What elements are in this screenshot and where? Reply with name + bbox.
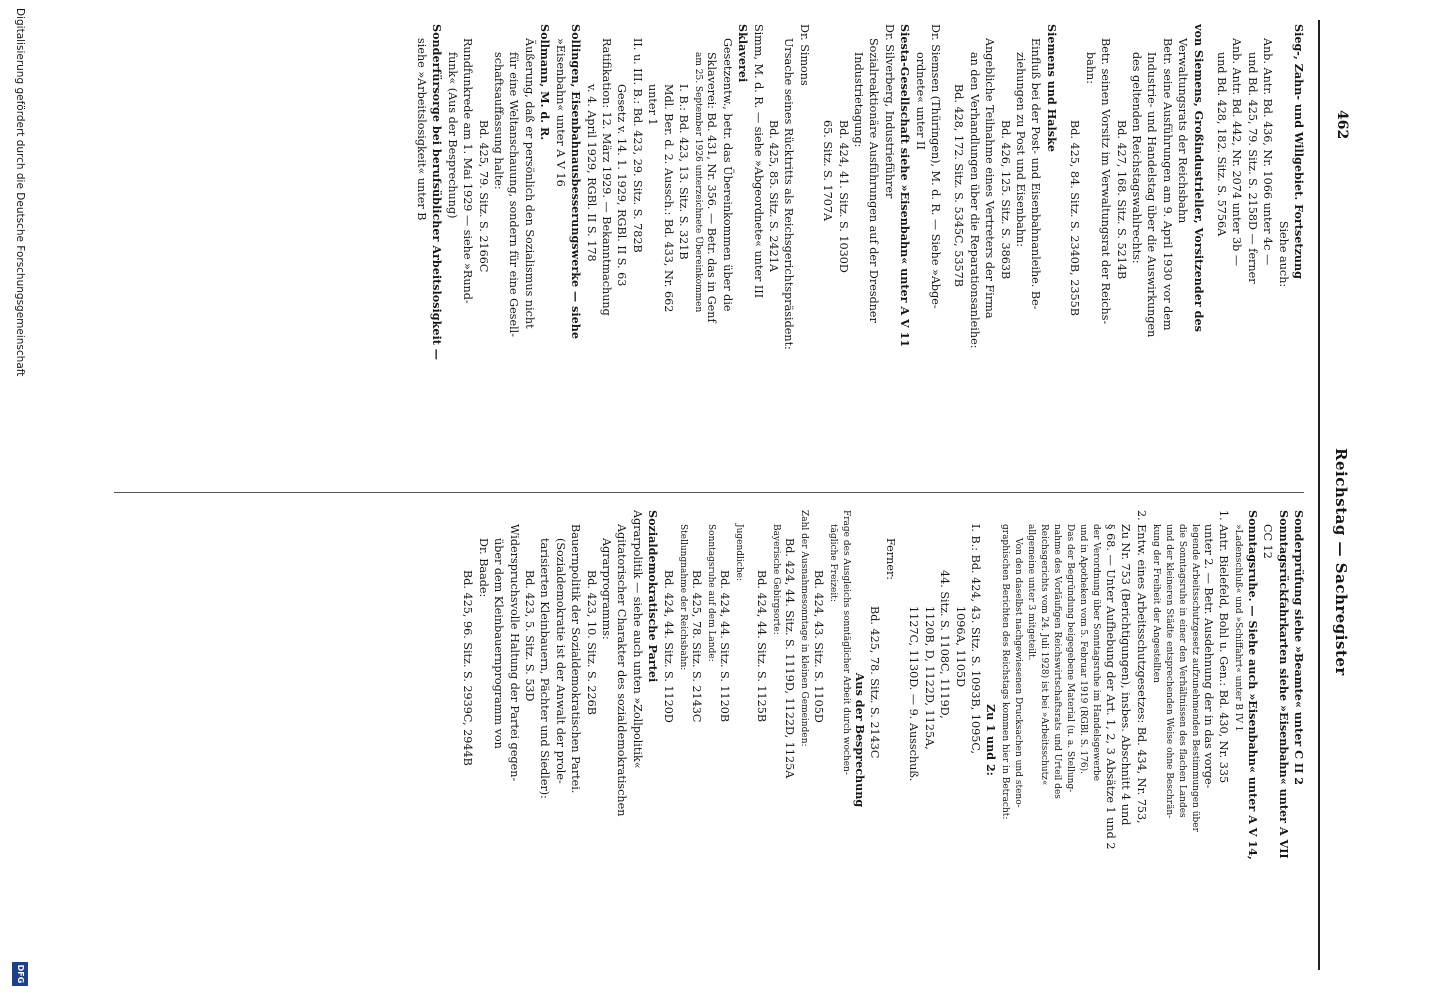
left-column	[414, 24, 1306, 484]
index-line: Ursache seines Rücktritts als Reichsgerichtspräsident:	[782, 38, 796, 350]
index-line: siehe »Arbeitslosigkeit« unter B	[415, 38, 429, 221]
spacer	[1206, 24, 1214, 484]
index-line: Bd. 426, 125. Sitz. S. 3863B	[998, 120, 1012, 280]
index-line: Industrietagung:	[852, 52, 866, 148]
index-line: Von den daselbst nachgewiesenen Drucksachen und steno-	[1013, 538, 1024, 808]
index-line: kung der Freiheit der Angestellten	[1150, 524, 1161, 683]
digitization-credit: Digitalisierung gefördert durch die Deutsche Forschungsgemeinschaft	[14, 8, 26, 377]
spacer	[943, 24, 951, 484]
index-line: Angebliche Teilnahme eines Vertreters der Firma	[983, 38, 997, 319]
index-line: Bd. 424, 44. Sitz. S. 1119D, 1122D, 1125A	[783, 538, 797, 779]
index-line: und Bd. 425, 79. Sitz. S. 2158D — ferner	[1245, 52, 1259, 284]
index-heading: Sollmann, M. d. R.	[538, 24, 553, 141]
index-line: des geltenden Reichstagswahlrechts:	[1129, 52, 1143, 264]
index-line: Bayerische Gebirgsorte:	[770, 524, 781, 635]
index-line: Agrarprogramms:	[600, 538, 614, 640]
index-line: ordnete« unter II	[913, 52, 927, 150]
index-line: Zu Nr. 753 (Berichtigungen), insbes. Abschnitt 4 und	[1119, 524, 1133, 826]
index-heading: Siemens und Halske	[1044, 24, 1059, 152]
index-line: 1. Antr. Bielefeld, Bohl u. Gen.: Bd. 430, Nr. 335	[1217, 510, 1231, 784]
index-heading: Aus der Besprechung	[853, 672, 868, 808]
index-line: Reichsgerichts vom 24. Juli 1928) ist bei »Arbeitsschutz«	[1039, 524, 1050, 786]
index-heading: Siesta-Gesellschaft siehe »Eisenbahn« unter A V 11	[898, 24, 913, 348]
index-line: § 68. — Unter Aufhebung der Art. 1, 2, 3 Absätze 1 und 2	[1103, 524, 1117, 850]
index-line: Verwaltungsrats der Reichsbahn	[1176, 38, 1190, 224]
index-line: II. u. III. B.: Bd. 423, 29. Sitz. S. 782B	[630, 38, 644, 253]
index-line: Bd. 425, 96. Sitz. S. 2939C, 2944B	[461, 570, 475, 766]
index-heading: von Siemens, Großindustrieller, Vorsitzender des	[1191, 24, 1206, 332]
index-line: über dem Kleinbauernprogramm von	[492, 538, 506, 749]
index-line: allgemeine unter 3 mitgeteilt.	[1026, 524, 1037, 661]
dfg-logo-icon: DFG	[12, 962, 28, 986]
index-line: an den Verhandlungen über die Reparationsanleihe:	[967, 52, 981, 349]
spacer	[898, 510, 906, 970]
index-line: Bd. 424, 41. Sitz. S. 1030D	[836, 120, 850, 273]
index-line: für eine Weltanschauung, sondern für eine Gesell-	[507, 52, 521, 338]
index-line: Bd. 425, 84. Sitz. S. 2340B, 2355B	[1068, 120, 1082, 316]
index-line: Einfluß bei der Post- und Eisenbahnanleihe. Be-	[1029, 38, 1043, 310]
index-line: und Bd. 428, 182. Sitz. S. 5756A	[1214, 52, 1228, 237]
index-line: und der kleineren Städte entsprechenden Weise ohne Beschrän-	[1163, 524, 1174, 819]
index-line: Bd. 424, 44. Sitz. S. 1120B	[718, 570, 732, 723]
page-header	[1316, 18, 1350, 968]
index-heading: Sonntagsrückfahrkarten siehe »Eisenbahn« unter A VII	[1276, 510, 1291, 859]
index-line: I. B.: Bd. 424, 43. Sitz. S. 1093B, 1095C,	[968, 524, 982, 755]
index-line: 44. Sitz. S. 1108C, 1119D,	[938, 570, 952, 719]
index-line: Dr. Siemsen (Thüringen), M. d. R. — Siehe »Abge-	[929, 24, 943, 309]
index-line: ziehungen zu Post und Eisenbahn:	[1014, 52, 1028, 247]
spacer	[1059, 24, 1067, 484]
index-heading: Sozialdemokratische Partei	[646, 510, 661, 683]
index-heading: Sonntagsruhe. — Siehe auch »Eisenbahn« unter A V 14,	[1245, 510, 1260, 860]
index-line: Jugendliche:	[734, 524, 745, 582]
index-line: I. B.: Bd. 423, 13. Sitz. S. 321B	[676, 84, 690, 260]
index-line: »Eisenbahn« unter A V 16	[553, 38, 567, 187]
index-line: Bd. 425, 78. Sitz. S. 2143C	[690, 570, 704, 723]
index-line: Betr. seinen Vorsitz im Verwaltungsrat der Reichs-	[1099, 38, 1113, 325]
index-line: unter 2. — Betr. Ausdehnung der in das vorge-	[1201, 524, 1215, 789]
index-line: Betr. seine Ausführungen am 9. April 1930 vor dem	[1160, 38, 1174, 331]
index-line: Bauernpolitik der Sozialdemokratischen Partei.	[569, 524, 583, 794]
index-line: 1127C, 1130D. — 9. Ausschuß.	[907, 606, 921, 782]
index-line: CC 12	[1261, 524, 1275, 559]
column-divider	[114, 492, 1304, 493]
index-line: Mdl. Ber. d. 2. Aussch.: Bd. 433, Nr. 662	[661, 84, 675, 313]
index-heading: Sonderfürsorge bei berufsüblicher Arbeitslosigkeit —	[430, 24, 445, 360]
index-line: Das der Begründung beigegebene Material (u. a. Stellung-	[1065, 524, 1076, 793]
index-line: Simm, M. d. R. — siehe »Abgeordnete« unter III	[751, 24, 765, 299]
index-line: Frage des Ausgleichs sonntäglicher Arbeit durch wochen-	[840, 510, 851, 775]
index-line: Anb. Antr. Bd. 436, Nr. 1066 unter 4c —	[1261, 38, 1275, 266]
index-line: 2. Entw. eines Arbeitsschutzgesetzes: Bd. 434, Nr. 753,	[1134, 510, 1148, 824]
index-line: und in Apotheken vom 5. Februar 1919 (RGBl. S. 176).	[1078, 524, 1089, 774]
index-line: tarisierten Kleinbauern, Pächter und Siedler):	[538, 538, 552, 799]
index-line: bahn:	[1083, 52, 1097, 85]
index-line: »Ladenschluß« und »Schiffahrt« unter B IV 1	[1233, 524, 1244, 732]
index-line: tägliche Freizeit:	[827, 524, 838, 602]
index-heading: Sieg-, Zahn- und Willgebiet. Fortsetzung	[1292, 24, 1306, 279]
footer	[6, 0, 30, 990]
index-line: Ferner:	[883, 538, 897, 581]
index-line: unter 1	[646, 84, 660, 126]
right-column	[460, 510, 1306, 970]
index-line: Bd. 425, 78. Sitz. S. 2143C	[868, 606, 882, 759]
index-line: Ratifikation: 12. März 1929. — Bekanntmachung	[599, 38, 613, 316]
header-rule	[1318, 20, 1320, 970]
index-line: v. 4. April 1929, RGBl. II S. 178	[584, 84, 598, 262]
index-line: Bd. 424, 43. Sitz. S. 1105D	[811, 570, 825, 723]
index-line: Siehe auch:	[1276, 220, 1290, 288]
index-heading: Sklaverei	[736, 24, 751, 83]
index-line: 1120B, D, 1122D, 1125A,	[922, 606, 936, 750]
index-line: schaftsauffassung halte:	[492, 52, 506, 190]
spacer	[812, 24, 820, 484]
index-line: Sklaverei: Bd. 431, Nr. 356. — Betr. das in Genf	[705, 52, 719, 323]
index-line: Bd. 425, 85. Sitz. S. 2421A	[767, 120, 780, 272]
index-line: Dr. Simons	[797, 24, 811, 86]
index-line: Agrarpolitik — siehe auch unten »Zollpolitik«	[630, 510, 644, 769]
spacer	[745, 510, 753, 970]
index-line: Gesetz v. 14. 1. 1929, RGBl. II S. 63	[615, 84, 629, 287]
index-line: die Sonntagsruhe in einer den Verhältnissen des flachen Landes	[1176, 524, 1187, 818]
page-title: Reichstag — Sachregister	[1332, 448, 1350, 676]
index-line: 65. Sitz. S. 1707A	[821, 120, 835, 222]
index-heading: Zu 1 und 2:	[984, 704, 999, 776]
index-line: Bd. 428, 172. Sitz. S. 5345C, 5357B	[952, 84, 966, 287]
index-line: Agitatorischer Charakter des sozialdemokratischen	[615, 524, 629, 817]
index-line: Sozialreaktionäre Ausführungen auf der Dresdner	[867, 38, 881, 323]
index-line: der Verordnung über Sonntagsruhe im Handelsgewerbe	[1091, 524, 1102, 782]
index-line: Gesetzentw., betr. das Übereinkommen über die	[720, 38, 734, 312]
index-line: Dr. Silverberg, Industrieführer	[882, 24, 896, 199]
index-line: Rundfunkrede am 1. Mai 1929 — siehe »Rund-	[461, 38, 475, 304]
index-line: (Sozialdemokratie ist der Anwalt der prole-	[553, 538, 567, 784]
index-heading: Sollingen, Eisenbahnausbesserungswerke — siehe	[569, 24, 584, 339]
page-number: 462	[1334, 110, 1350, 140]
index-line: am 25. September 1926 unterzeichnete Übereinkommen	[692, 52, 703, 313]
index-line: legende Arbeitsschutzgesetz aufzunehmenden Bestimmungen über	[1189, 524, 1200, 832]
index-line: Bd. 424, 44. Sitz. S. 1120D	[661, 570, 675, 723]
index-line: Bd. 427, 168. Sitz. S. 5214B	[1114, 120, 1128, 280]
index-line: Dr. Baade:	[476, 538, 490, 598]
index-line: Bd. 425, 79. Sitz. S. 2166C	[476, 120, 490, 273]
index-heading: Sonderprüfung siehe »Beamte« unter C II 2	[1292, 510, 1306, 786]
index-line: Bd. 423, 10. Sitz. S. 226B	[584, 570, 598, 716]
index-line: Industrie- und Handelstag über die Auswirkungen	[1145, 52, 1159, 338]
index-line: 1096A, 1105D	[953, 606, 967, 688]
index-line: Bd. 423, 5. Sitz. S. 53D	[523, 570, 536, 702]
index-line: Widerspruchsvolle Haltung der Partei gegen-	[507, 524, 521, 782]
index-line: funk« (Aus der Besprechung)	[445, 52, 459, 219]
index-line: graphischen Berichten des Reichstags kommen hier in Betracht:	[1000, 524, 1011, 820]
index-line: Äußerung, daß er persönlich den Sozialismus nicht	[522, 38, 536, 329]
index-line: nahme des Vorläufigen Reichswirtschaftsrats und Urteil des	[1052, 524, 1063, 799]
index-line: Bd. 424, 44. Sitz. S. 1125B	[754, 570, 768, 723]
index-line: Sonntagsruhe auf dem Lande:	[706, 524, 717, 662]
index-line: Anb. Antr. Bd. 442, Nr. 2074 unter 3b —	[1230, 38, 1244, 267]
index-line: Stellungnahme der Reichsbahn:	[677, 524, 688, 671]
index-line: Zahl der Ausnahmesonntage in kleinen Gemeinden:	[799, 510, 810, 747]
